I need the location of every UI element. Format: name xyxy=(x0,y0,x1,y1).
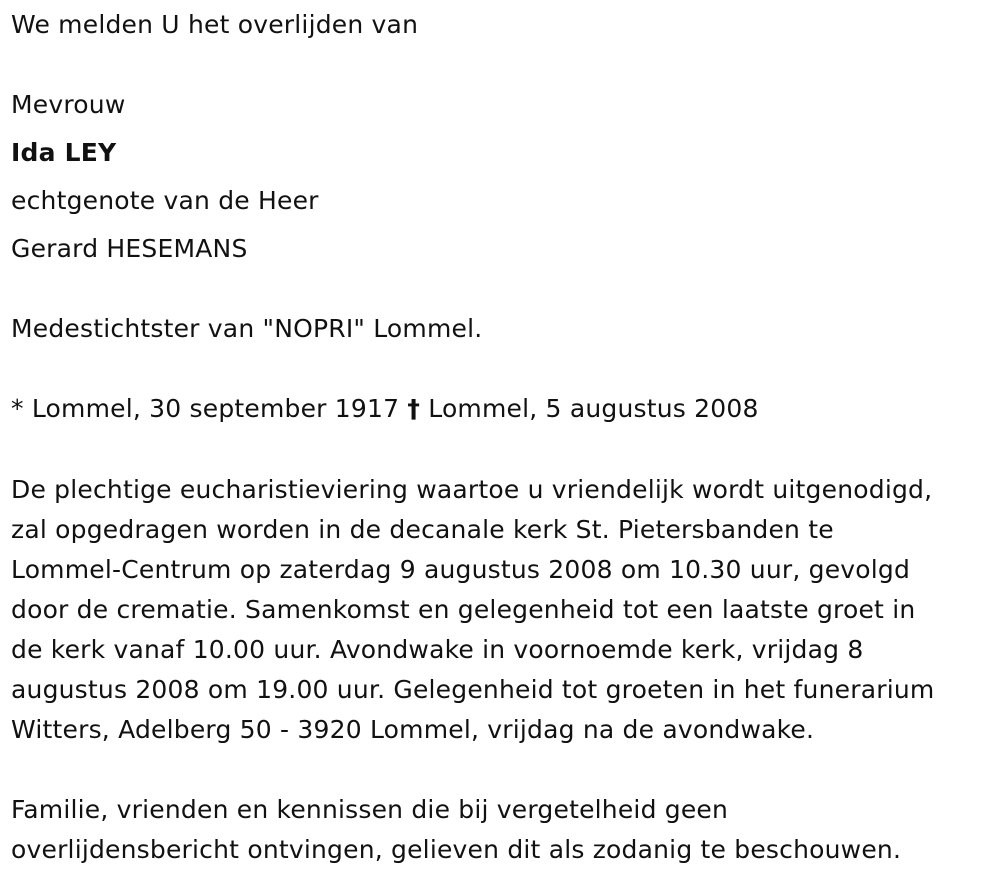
deceased-name: Ida LEY xyxy=(11,138,117,167)
dagger-icon: † xyxy=(407,394,421,423)
dates-line xyxy=(11,394,759,424)
death-info: Lommel, 5 augustus 2008 xyxy=(428,394,759,423)
ceremony-line: augustus 2008 om 19.00 uur. Gelegenheid tot groeten in het funerarium xyxy=(11,675,935,704)
ceremony-line: Witters, Adelberg 50 - 3920 Lommel, vrijdag na de avondwake. xyxy=(11,715,815,744)
ceremony-paragraph xyxy=(11,470,996,750)
spouse-name: Gerard HESEMANS xyxy=(11,234,248,263)
role-text: Medestichtster van "NOPRI" Lommel. xyxy=(11,314,483,343)
intro-text: We melden U het overlijden van xyxy=(11,10,419,39)
closing-paragraph xyxy=(11,790,996,870)
birth-info: * Lommel, 30 september 1917 xyxy=(11,394,400,423)
closing-line: overlijdensbericht ontvingen, gelieven dit als zodanig te beschouwen. xyxy=(11,835,902,864)
ceremony-line: door de crematie. Samenkomst en gelegenheid tot een laatste groet in xyxy=(11,595,916,624)
ceremony-line: Lommel-Centrum op zaterdag 9 augustus 2008 om 10.30 uur, gevolgd xyxy=(11,555,911,584)
salutation: Mevrouw xyxy=(11,90,126,119)
ceremony-line: zal opgedragen worden in de decanale kerk St. Pietersbanden te xyxy=(11,515,834,544)
ceremony-line: De plechtige eucharistieviering waartoe u vriendelijk wordt uitgenodigd, xyxy=(11,475,933,504)
closing-line: Familie, vrienden en kennissen die bij vergetelheid geen xyxy=(11,795,729,824)
ceremony-line: de kerk vanaf 10.00 uur. Avondwake in voornoemde kerk, vrijdag 8 xyxy=(11,635,864,664)
spouse-prefix: echtgenote van de Heer xyxy=(11,186,319,215)
